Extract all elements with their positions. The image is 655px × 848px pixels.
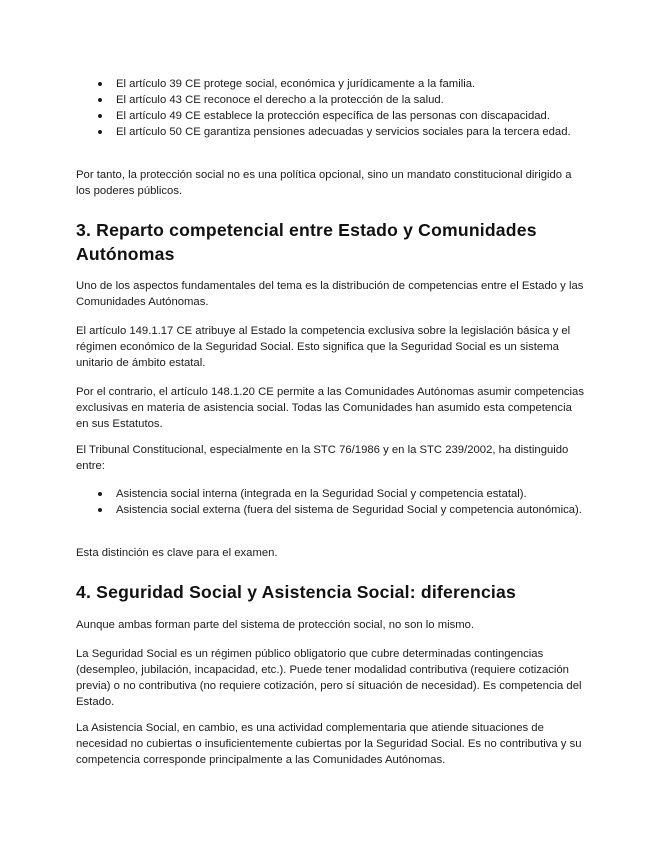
section-4-paragraph: Aunque ambas forman parte del sistema de protección social, no son lo mismo.: [76, 619, 475, 631]
constitutional-articles-list: [76, 76, 571, 140]
bullet-icon: [98, 508, 102, 512]
section-3-paragraph: Uno de los aspectos fundamentales del tema es la distribución de competencias entre el Estado y las Comunidades Autónomas.: [76, 280, 584, 308]
list-item: El artículo 39 CE protege social, económica y jurídicamente a la familia.: [76, 76, 571, 92]
bullet-icon: [98, 98, 102, 102]
section-3-heading: 3. Reparto competencial entre Estado y Comunidades Autónomas: [76, 220, 537, 264]
list-item: El artículo 43 CE reconoce el derecho a la protección de la salud.: [76, 92, 571, 108]
list-item: El artículo 49 CE establece la protección específica de las personas con discapacidad.: [76, 108, 571, 124]
bullet-icon: [98, 114, 102, 118]
section-3-paragraph: El artículo 149.1.17 CE atribuye al Estado la competencia exclusiva sobre la legislación básica y el régimen económico de la Seguridad Social. Esto significa que la Seguridad Social es un sistema unitario de ámbito estatal.: [76, 325, 571, 369]
bullet-icon: [98, 82, 102, 86]
section-3-paragraph: El Tribunal Constitucional, especialmente en la STC 76/1986 y en la STC 239/2002, ha distinguido entre:: [76, 444, 569, 472]
bullet-icon: [98, 130, 102, 134]
list-item: Asistencia social externa (fuera del sistema de Seguridad Social y competencia autonómica).: [76, 502, 582, 518]
section-4-paragraph: La Seguridad Social es un régimen público obligatorio que cubre determinadas contingencias (desempleo, jubilación, incapacidad, etc.). Puede tener modalidad contributiva (requiere cotización previa) o no contributiva (no requiere cotización, pero sí situación de necesidad). Es competencia del Estado.: [76, 648, 582, 708]
list-item: Asistencia social interna (integrada en la Seguridad Social y competencia estatal).: [76, 486, 582, 502]
list-item: El artículo 50 CE garantiza pensiones adecuadas y servicios sociales para la tercera edad.: [76, 124, 571, 140]
section-4-heading: 4. Seguridad Social y Asistencia Social: diferencias: [76, 582, 516, 602]
section-3-paragraph: Por el contrario, el artículo 148.1.20 CE permite a las Comunidades Autónomas asumir competencias exclusivas en materia de asistencia social. Todas las Comunidades han asumido esta competencia en sus Estatutos.: [76, 386, 584, 430]
social-assistance-list: [76, 486, 582, 518]
section-3-paragraph: Esta distinción es clave para el examen.: [76, 547, 278, 559]
conclusion-paragraph: Por tanto, la protección social no es una política opcional, sino un mandato constitucional dirigido a los poderes públicos.: [76, 169, 572, 197]
bullet-icon: [98, 492, 102, 496]
section-4-paragraph: La Asistencia Social, en cambio, es una actividad complementaria que atiende situaciones de necesidad no cubiertas o insuficientemente cubiertas por la Seguridad Social. Es no contributiva y su competencia corresponde principalmente a las Comunidades Autónomas.: [76, 722, 582, 766]
